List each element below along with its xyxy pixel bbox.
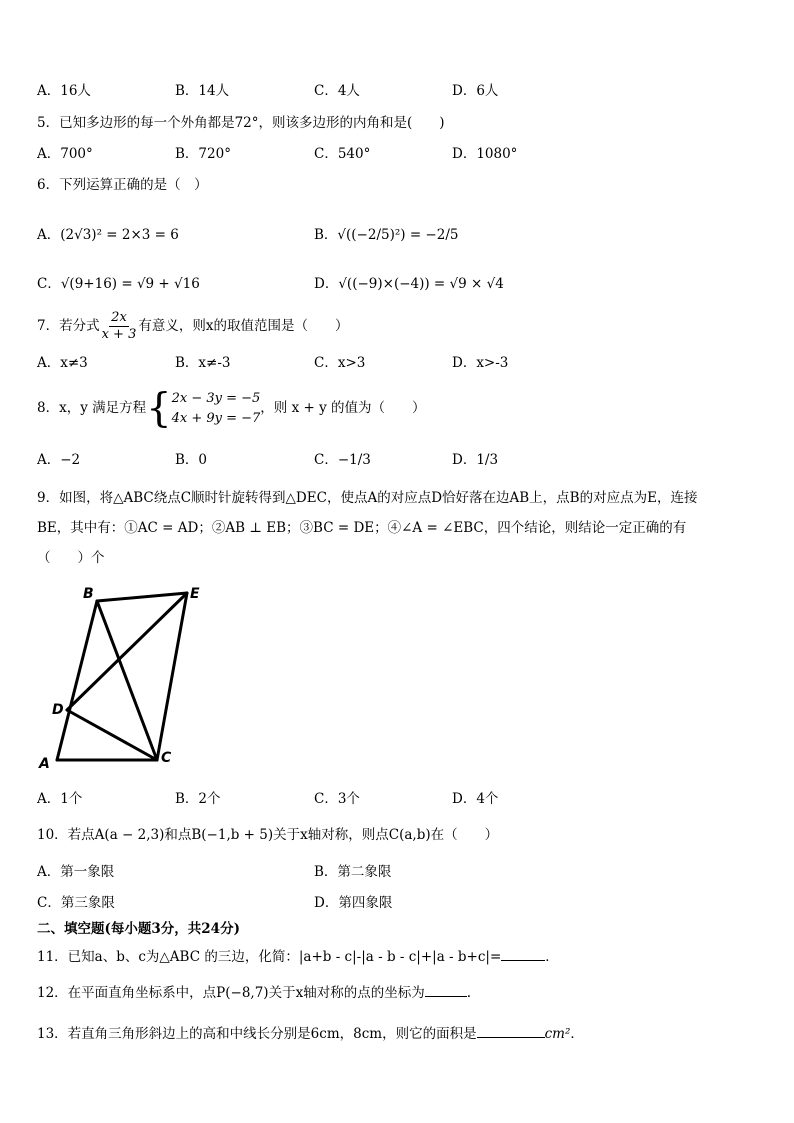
segment-be xyxy=(97,593,187,601)
q7-option-c: C．x>3 xyxy=(314,355,366,371)
q7-stem xyxy=(37,307,348,345)
q9-line1: 9．如图，将△ABC绕点C顺时针旋转得到△DEC，使点A的对应点D恰好落在边AB上，点B的对应点为E，连接 xyxy=(37,490,698,506)
q7-stem-row xyxy=(0,307,794,345)
q8-stem-row xyxy=(0,384,794,432)
q4-option-a: A．16人 xyxy=(37,83,91,99)
q4-option-c: C．4人 xyxy=(314,83,360,99)
segment-ba xyxy=(57,601,97,760)
q9-option-b: B．2个 xyxy=(175,791,221,807)
q6-options-ab xyxy=(0,220,794,250)
q8-option-b: B．0 xyxy=(175,452,208,468)
q7-frac-den: x + 3 xyxy=(101,327,137,342)
q5-option-b: B．720° xyxy=(175,146,231,162)
q10-stem: 10．若点A(a − 2,3)和点B(−1,b + 5)关于x轴对称，则点C(a,b)在（ ） xyxy=(37,827,499,843)
q12-answer-blank xyxy=(425,982,467,997)
label-e: E xyxy=(190,586,200,602)
q11-row xyxy=(0,945,794,969)
q9-option-d: D．4个 xyxy=(452,791,499,807)
q9-line2-row xyxy=(0,516,794,540)
label-d: D xyxy=(52,702,64,718)
q8-stem xyxy=(37,384,426,432)
label-b: B xyxy=(83,586,94,602)
q13-stem: 13．若直角三角形斜边上的高和中线长分别是6cm，8cm，则它的面积是 cm²． xyxy=(37,1022,584,1046)
q6-option-d: D．√((−9)×(−4)) = √9 × √4 xyxy=(314,276,504,292)
q9-option-c: C．3个 xyxy=(314,791,360,807)
q5-stem-row xyxy=(0,111,794,135)
q7-frac-num: 2x xyxy=(111,310,127,325)
q10-option-c: C．第三象限 xyxy=(37,895,115,911)
q8-brace-icon: { xyxy=(146,385,172,432)
q10-options-cd xyxy=(0,891,794,915)
q12-stem: 12．在平面直角坐标系中，点P(−8,7)关于x轴对称的点的坐标为 . xyxy=(37,981,471,1005)
q8-eq2: 4x + 9y = −7 xyxy=(171,410,261,426)
q8-options xyxy=(0,448,794,472)
q10-option-b: B．第二象限 xyxy=(314,864,392,880)
q7-prefix: 7．若分式 xyxy=(37,318,100,334)
q7-option-d: D．x>-3 xyxy=(452,355,509,371)
q9-option-a: A．1个 xyxy=(37,791,83,807)
q9-line3: （ ）个 xyxy=(37,550,105,566)
segment-dc xyxy=(67,710,157,760)
q11-answer-blank xyxy=(501,946,545,961)
q5-option-d: D．1080° xyxy=(452,146,518,162)
section2-row xyxy=(0,917,794,941)
q13-answer-blank xyxy=(477,1023,545,1038)
label-c: C xyxy=(161,750,172,766)
q5-options xyxy=(0,142,794,166)
q8-equation-system xyxy=(172,389,261,429)
q5-option-c: C．540° xyxy=(314,146,371,162)
q10-option-d: D．第四象限 xyxy=(314,895,393,911)
q9-options xyxy=(0,787,794,811)
q9-line2: BE，其中有：①AC = AD；②AB ⊥ EB；③BC = DE；④∠A = ∠EBC，四个结论，则结论一定正确的有 xyxy=(37,520,687,536)
q6-option-c: C．√(9+16) = √9 + √16 xyxy=(37,276,200,292)
q11-text: 11．已知a、b、c为△ABC 的三边，化简：|a+b - c|-|a - b - c|+|a - b+c|= xyxy=(37,949,502,965)
q8-option-c: C．−1/3 xyxy=(314,452,371,468)
q7-option-b: B．x≠-3 xyxy=(175,355,231,371)
q13-row xyxy=(0,1022,794,1046)
q5-option-a: A．700° xyxy=(37,146,93,162)
section2-heading: 二、填空题(每小题3分，共24分) xyxy=(37,921,240,937)
q10-option-a: A．第一象限 xyxy=(37,864,115,880)
q10-options-ab xyxy=(0,860,794,884)
q8-option-a: A．−2 xyxy=(37,452,81,468)
q13-text: 13．若直角三角形斜边上的高和中线长分别是6cm，8cm，则它的面积是 xyxy=(37,1026,477,1042)
q13-unit: cm² xyxy=(544,1026,571,1042)
q7-suffix: 有意义，则x的取值范围是（ ） xyxy=(138,318,349,334)
q9-line1-row xyxy=(0,486,794,510)
q4-option-d: D．6人 xyxy=(452,83,499,99)
q7-option-a: A．x≠3 xyxy=(37,355,88,371)
q6-stem: 6．下列运算正确的是（ ） xyxy=(37,177,208,193)
segment-bc xyxy=(97,601,157,760)
q6-option-a: A．(2√3)² = 2×3 = 6 xyxy=(37,227,179,243)
q9-line3-row xyxy=(0,546,794,570)
q8-prefix: 8．x，y 满足方程 xyxy=(37,400,147,416)
label-a: A xyxy=(39,756,50,772)
q12-text: 12．在平面直角坐标系中，点P(−8,7)关于x轴对称的点的坐标为 xyxy=(37,985,425,1001)
q10-stem-row xyxy=(0,823,794,847)
q4-options xyxy=(0,79,794,103)
q6-option-b: B．√((−2/5)²) = −2/5 xyxy=(314,227,459,243)
q8-suffix: ，则 x + y 的值为（ ） xyxy=(260,400,426,416)
q8-option-d: D．1/3 xyxy=(452,452,499,468)
q12-row xyxy=(0,981,794,1005)
q7-fraction xyxy=(100,310,139,343)
q6-options-cd xyxy=(0,272,794,296)
q11-stem: 11．已知a、b、c为△ABC 的三边，化简：|a+b - c|-|a - b - c|+|a - b+c|= ． xyxy=(37,945,559,969)
q7-options xyxy=(0,351,794,375)
q5-stem: 5．已知多边形的每一个外角都是72°，则该多边形的内角和是( ) xyxy=(37,115,445,131)
q4-option-b: B．14人 xyxy=(175,83,230,99)
q6-stem-row xyxy=(0,173,794,197)
q9-geometry-figure xyxy=(35,582,215,772)
q8-eq1: 2x − 3y = −5 xyxy=(171,390,261,406)
